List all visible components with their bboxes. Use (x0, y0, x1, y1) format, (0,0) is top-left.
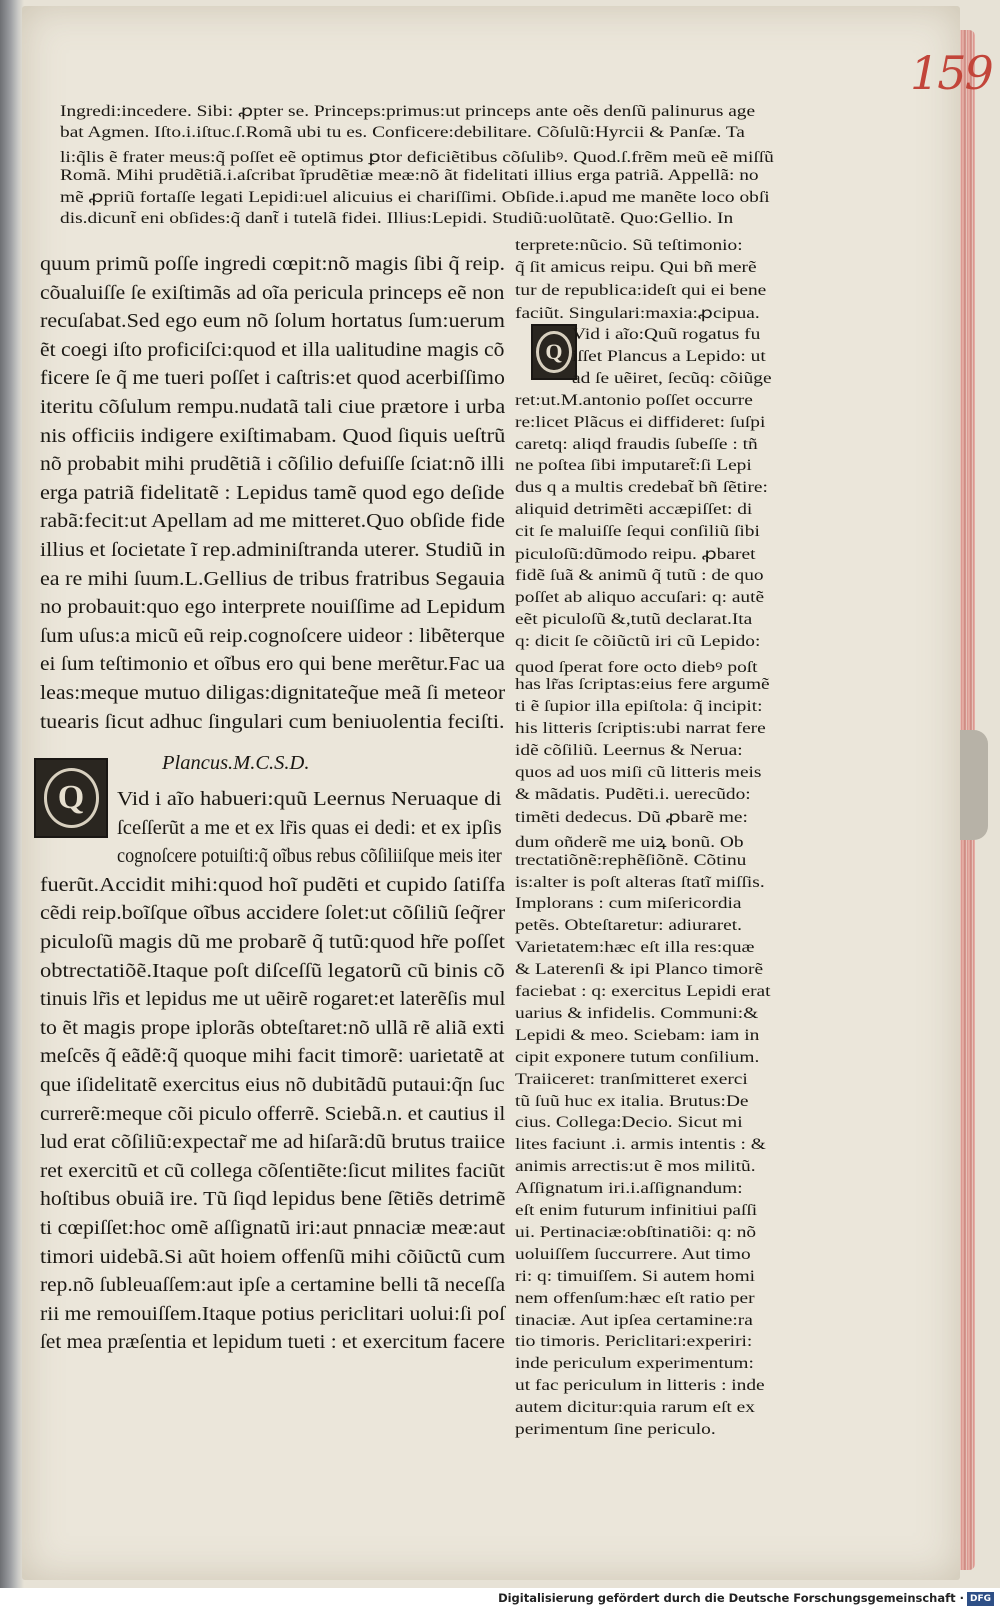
commentary-right-a-line: q̃ ſit amicus reipu. Qui bñ merẽ (515, 259, 757, 277)
letter-heading: Plancus.M.C.S.D. (162, 752, 310, 774)
commentary-right-b-line: eẽt piculoſũ &,tutũ declarat.Ita (515, 610, 753, 628)
commentary-right-b-line: & Laterenſi & ipi Planco timorẽ (515, 961, 764, 979)
commentary-right-b-line: dus q a multis credebat̃ bñ ſẽtire: (515, 479, 768, 497)
commentary-right-b-line: his litteris ſcriptis:ubi narrat fere (515, 720, 766, 738)
commentary-right-b-line: uarius & infidelis. Communi:& (515, 1004, 759, 1022)
letter-text-line: timori uidebã.Si aũt hoiem offenſũ mihi cõiũctũ cum (40, 1245, 506, 1268)
commentary-right-b-line: Lepidi & meo. Sciebam: iam in (515, 1026, 760, 1044)
commentary-right-b-line: fidẽ ſuã & animũ q̃ tutũ : de quo (515, 566, 764, 584)
footer-credit: Digitalisierung gefördert durch die Deutsche Forschungsgemeinschaft · (498, 1591, 964, 1605)
commentary-right-b-line: cit ſe maluiſſe ſequi conſiliũ ſibi (515, 523, 760, 541)
letter-text-line: cognoſcere potuiſti:q̃ oĩbus rebus cõſiliiſque meis iter (117, 845, 502, 868)
commentary-top-line: bat Agmen. Iſto.i.iſtuc.ſ.Romã ubi tu es. Conficere:debilitare. Cõſulũ:Hyrcii & Panſæ. Ta (60, 123, 745, 141)
commentary-right-b-line: inde periculum experimentum: (515, 1355, 754, 1373)
dfg-logo: DFG (967, 1592, 994, 1606)
letter-text-line: to ẽt magis prope iplorãs obteſtaret:nõ ullã rẽ aliã exti (40, 1016, 505, 1039)
commentary-right-b-line: autem dicitur:quia rarum eſt ex (515, 1399, 755, 1417)
dropcap-commentary-q (531, 324, 577, 380)
commentary-top-line: Romã. Mihi prudẽtiã.i.aſcribat ĩprudẽtiæ meæ:nõ ãt fidelitati illius erga patriã. Appellã: no (60, 166, 759, 184)
commentary-right-b-line: poſſet ab aliquo accuſari: q: autẽ (515, 588, 765, 606)
dropcap-letter: Q (57, 779, 85, 816)
letter-text-line: ſceſſerũt a me et ex lr̃is quas ei dedi: et ex ipſis (117, 816, 502, 839)
letter-text-line: tinuis lr̃is et lepidus me ut uẽirẽ rogaret:et laterẽſis mul (40, 988, 506, 1011)
letter-text-line: rep.nõ ſubleuaſſem:aut ipſe a certamine belli tã neceſſa (40, 1274, 506, 1297)
book-page (22, 6, 992, 1580)
commentary-right-b-line: ti ẽ ſupior illa epiſtola: q̃ incipit: (515, 698, 763, 716)
commentary-right-b-line: caretq: aliqd fraudis ſubeſſe : tñ (515, 435, 758, 453)
commentary-right-b-line: idẽ cõſiliũ. Leernus & Nerua: (515, 742, 743, 760)
commentary-right-b-line: tio timoris. Periclitari:experiri: (515, 1333, 753, 1351)
folio-number: 159 (910, 46, 992, 100)
commentary-right-b-line: perimentum ſine periculo. (515, 1421, 716, 1438)
commentary-right-b-line: ad ſe uẽiret, ſecũq: cõiũge (572, 369, 772, 387)
commentary-right-b-line: Aſſignatum iri.i.aſſignandum: (515, 1180, 743, 1198)
commentary-right-b-line: ri: q: timuiſſem. Si autem homi (515, 1267, 756, 1285)
commentary-top-line: li:q̃lis ẽ frater meus:q̃ poſſet eẽ optimus ꝑtor deficiẽtibus cõſulibꝰ. Quod.ſ.frẽm meũ eẽ miſſũ (60, 149, 774, 167)
commentary-right-b-line: animis arrectis:ut ẽ mos militũ. (515, 1158, 756, 1176)
main-text-line: erga patriã fidelitatẽ : Lepidus tamẽ quod ego deſide (40, 481, 505, 504)
commentary-right-b-line: tũ ſuũ huc ex italia. Brutus:De (515, 1092, 749, 1110)
main-text-line: rabã:fecit:ut Apellam ad me mitteret.Quo obſide fide (40, 510, 505, 533)
main-text-line: nõ probabit mihi prudẽtiã i cõſilio defuiſſe ſciat:nõ illi (40, 453, 505, 476)
letter-text-line: meſcẽs q̃ eãdẽ:q̃ quoque mihi facit timorẽ: uarietatẽ at (40, 1045, 505, 1068)
main-text-line: no probauit:quo ego interprete nouiſſime ad Lepidum (40, 596, 506, 619)
commentary-right-b-line: ut fac periculum in litteris : inde (515, 1377, 765, 1395)
letter-text-line: rii me remouiſſem.Itaque potius periclitari uolui:ſi poſ (40, 1302, 506, 1325)
letter-text-line: obtrectatiõẽ.Itaque poſt diſceſſũ legatorũ cũ binis cõ (40, 959, 505, 982)
commentary-right-b-line: is:alter is poſt alteras ſtatĩ miſſis. (515, 873, 765, 891)
commentary-right-b-line: uoluiſſem ſuccurrere. Aut timo (515, 1245, 751, 1263)
dropcap-ornament (44, 768, 99, 827)
letter-text-line: ti cœpiſſet:hoc omẽ aſſignatũ iri:aut pnnaciæ meæ:aut (40, 1217, 506, 1239)
dropcap-letter: Q (545, 338, 563, 364)
letter-text-line: piculoſũ magis dũ me probarẽ q̃ tutũ:quod hr̃e poſſet (40, 931, 506, 953)
edge-tab (960, 730, 988, 840)
main-text-line: tuearis ſicut adhuc ſingulari cum beniuolentia feciſti. (40, 710, 505, 733)
commentary-right-b-line: ret:ut.M.antonio poſſet occurre (515, 391, 753, 409)
commentary-right-b-line: aliquid detrimẽti accæpiſſet: di (515, 501, 753, 519)
letter-text-line: que iſidelitatẽ exercitus eius nõ dubitãdũ putaui:q̃n ſuc (40, 1074, 505, 1096)
main-text-line: ei ſum teſtimonio et oĩbus ero qui bene merẽtur.Fac ua (40, 653, 505, 676)
commentary-right-b-line: Traiiceret: tranſmitteret exerci (515, 1070, 748, 1088)
footer-bar (0, 1588, 1000, 1610)
main-text-line: leas:meque mutuo diligas:dignitateq̃ue meã ſi meteor (40, 682, 506, 704)
letter-text-line: Vid i aĩo habueri:quũ Leernus Neruaque di (117, 788, 502, 810)
commentary-right-b-line: Implorans : cum miſericordia (515, 895, 742, 913)
commentary-right-b-line: Varietatem:hæc eſt illa res:quæ (515, 939, 755, 957)
commentary-right-b-line: & mãdatis. Pudẽti.i. uerecũdo: (515, 785, 751, 803)
commentary-right-b-line: iſſet Plancus a Lepido: ut (572, 347, 766, 365)
commentary-right-a-line: faciũt. Singulari:maxia:ꝓcipua. (515, 304, 760, 322)
commentary-top-line: dis.dicunt̃ eni obſides:q̃ dant̃ i tutelã fidei. Illius:Lepidi. Studiũ:uolũtatẽ. Quo:Gellio. In (60, 210, 734, 227)
commentary-right-b-line: Vid i aĩo:Quũ rogatus fu (572, 326, 761, 343)
letter-text-line: fuerũt.Accidit mihi:quod hoĩ pudẽti et cupido ſatiſfa (40, 873, 506, 896)
commentary-right-b-line: piculoſũ:dũmodo reipu. ꝓbaret (515, 546, 756, 563)
main-text-line: recuſabat.Sed ego eum nõ ſolum hortatus ſum:uerum (40, 310, 506, 333)
main-text-line: ficere ſe q̃ me tueri poſſet i caſtris:et quod acerbiſſimo (40, 367, 505, 390)
letter-text-line: ret exercitũ et cũ collega cõſentiẽte:ſicut milites faciũt (40, 1159, 505, 1182)
commentary-right-b-line: ne poſtea ſibi imputaret̃:ſi Lepi (515, 457, 752, 475)
letter-text-line: hoſtibus obuiã ire. Tũ ſiqd lepidus bene ſẽtiẽs detrimẽ (40, 1188, 506, 1211)
commentary-right-b-line: trectatiõnẽ:rephẽſiõnẽ. Cõtinu (515, 851, 747, 869)
commentary-right-b-line: faciebat : q: exercitus Lepidi erat (515, 983, 771, 1000)
commentary-right-b-line: tinaciæ. Aut ipſea certamine:ra (515, 1311, 753, 1329)
letter-text-line: lud erat cõſiliũ:expectar̃ me ad hiſarã:dũ brutus traiice (40, 1131, 506, 1154)
commentary-right-b-line: has lr̃as ſcriptas:eius fere argumẽ (515, 676, 770, 694)
main-text-line: nis officiis indigere exiſtimabam. Quod ſiquis ueſtrũ (40, 424, 506, 447)
commentary-right-b-line: re:licet Plãcus ei diffideret: ſuſpi (515, 413, 766, 431)
commentary-right-a-line: tur de republica:ideſt qui ei bene (515, 281, 767, 299)
commentary-right-b-line: nem offenſum:hæc eſt ratio per (515, 1289, 755, 1307)
dropcap-letter-q (34, 758, 108, 838)
commentary-right-b-line: dum oñderẽ me uiꝝ bonũ. Ob (515, 833, 744, 851)
letter-text-line: ſet mea præſentia et lepidum tueti : et exercitum facere (40, 1331, 505, 1354)
commentary-right-a-line: terprete:nũcio. Sũ teſtimonio: (515, 237, 743, 254)
commentary-right-b-line: cius. Collega:Decio. Sicut mi (515, 1114, 743, 1132)
commentary-right-b-line: quos ad uos miſi cũ litteris meis (515, 764, 762, 781)
commentary-right-b-line: ui. Pertinaciæ:obſtinatiõi: q: nõ (515, 1223, 757, 1241)
main-text-line: iteritu cõſulum rempu.nudatã tali ciue prætore i urba (40, 396, 506, 418)
main-text-line: quum primũ poſſe ingredi cœpit:nõ magis ſibi q̃ reip. (40, 253, 506, 275)
main-text-line: ea re mihi ſuum.L.Gellius de tribus fratribus Segauia (40, 567, 505, 590)
commentary-right-b-line: eſt enim futurum infinitiui paſſi (515, 1202, 758, 1219)
main-text-line: ſum uſus:a micũ eũ reip.cognoſcere uideor : libẽterque (40, 624, 505, 647)
commentary-right-b-line: quod ſperat fore octo diebꝰ poſt (515, 658, 758, 676)
main-text-line: ẽt coegi iſto proficiſci:quod et illa ualitudine magis cõ (40, 338, 505, 361)
main-text-line: cõualuiſſe ſe exiſtimãs ad oĩa pericula princeps eẽ non (40, 281, 505, 304)
dropcap-ornament (536, 331, 571, 373)
commentary-right-b-line: cipit exponere tutum conſilium. (515, 1048, 760, 1066)
commentary-top-line: mẽ ꝓpriũ fortaſſe legati Lepidi:uel alicuius ei chariſſimi. Obſide.i.apud me manẽte loco obſi (60, 189, 770, 207)
commentary-right-b-line: petẽs. Obteſtaretur: adiuraret. (515, 917, 743, 935)
commentary-right-b-line: timẽti dedecus. Dũ ꝓbarẽ me: (515, 808, 748, 826)
letter-text-line: currerẽ:meque cõi piculo offerrẽ. Sciebã.n. et cautius il (40, 1102, 506, 1125)
commentary-right-b-line: lites faciunt .i. armis intentis : & (515, 1136, 766, 1154)
letter-text-line: cẽdi reip.boĩſque oĩbus accidere ſolet:ut cõſiliũ ſeq̃rer (40, 902, 506, 925)
commentary-top-line: Ingredi:incedere. Sibi: ꝓpter se. Princeps:primus:ut princeps ante oẽs denſũ palinurus age (60, 103, 756, 120)
main-text-line: illius et ſocietate ĩ rep.adminiſtranda uterer. Studiũ in (40, 539, 506, 561)
commentary-right-b-line: q: dicit ſe cõiũctũ iri cũ Lepido: (515, 632, 761, 650)
